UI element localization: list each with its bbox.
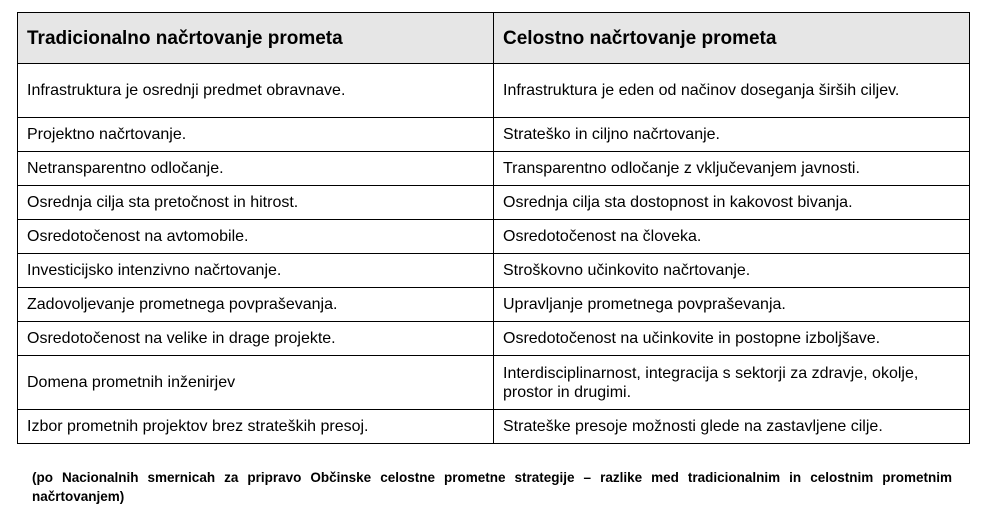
document-body <box>17 12 969 444</box>
table-row <box>18 356 970 410</box>
header-traditional: Tradicionalno načrtovanje prometa <box>18 13 494 64</box>
cell-integrated: Infrastruktura je eden od načinov doseganja širših ciljev. <box>494 64 970 118</box>
cell-traditional: Osrednja cilja sta pretočnost in hitrost. <box>18 186 494 220</box>
comparison-table <box>17 12 970 444</box>
cell-traditional: Infrastruktura je osrednji predmet obravnave. <box>18 64 494 118</box>
header-integrated: Celostno načrtovanje prometa <box>494 13 970 64</box>
cell-traditional: Zadovoljevanje prometnega povpraševanja. <box>18 288 494 322</box>
table-row <box>18 288 970 322</box>
cell-integrated: Osrednja cilja sta dostopnost in kakovost bivanja. <box>494 186 970 220</box>
cell-integrated: Transparentno odločanje z vključevanjem javnosti. <box>494 152 970 186</box>
table-row <box>18 152 970 186</box>
table-row <box>18 322 970 356</box>
cell-traditional: Izbor prometnih projektov brez strateških presoj. <box>18 410 494 444</box>
table-row <box>18 118 970 152</box>
cell-integrated: Osredotočenost na učinkovite in postopne izboljšave. <box>494 322 970 356</box>
cell-traditional: Projektno načrtovanje. <box>18 118 494 152</box>
table-header-row <box>18 13 970 64</box>
cell-integrated: Interdisciplinarnost, integracija s sektorji za zdravje, okolje, prostor in drugimi. <box>494 356 970 410</box>
cell-integrated: Strateške presoje možnosti glede na zastavljene cilje. <box>494 410 970 444</box>
table-row <box>18 410 970 444</box>
cell-integrated: Osredotočenost na človeka. <box>494 220 970 254</box>
cell-integrated: Stroškovno učinkovito načrtovanje. <box>494 254 970 288</box>
cell-traditional: Investicijsko intenzivno načrtovanje. <box>18 254 494 288</box>
cell-traditional: Osredotočenost na avtomobile. <box>18 220 494 254</box>
table-caption: (po Nacionalnih smernicah za pripravo Občinske celostne prometne strategije – razlike med tradicionalnim in celostnim prometnim načrtovanjem) <box>32 470 952 504</box>
cell-integrated: Upravljanje prometnega povpraševanja. <box>494 288 970 322</box>
cell-traditional: Netransparentno odločanje. <box>18 152 494 186</box>
cell-traditional: Osredotočenost na velike in drage projekte. <box>18 322 494 356</box>
table-row <box>18 186 970 220</box>
table-row <box>18 254 970 288</box>
cell-traditional: Domena prometnih inženirjev <box>18 356 494 410</box>
table-row <box>18 220 970 254</box>
cell-integrated: Strateško in ciljno načrtovanje. <box>494 118 970 152</box>
table-row <box>18 64 970 118</box>
